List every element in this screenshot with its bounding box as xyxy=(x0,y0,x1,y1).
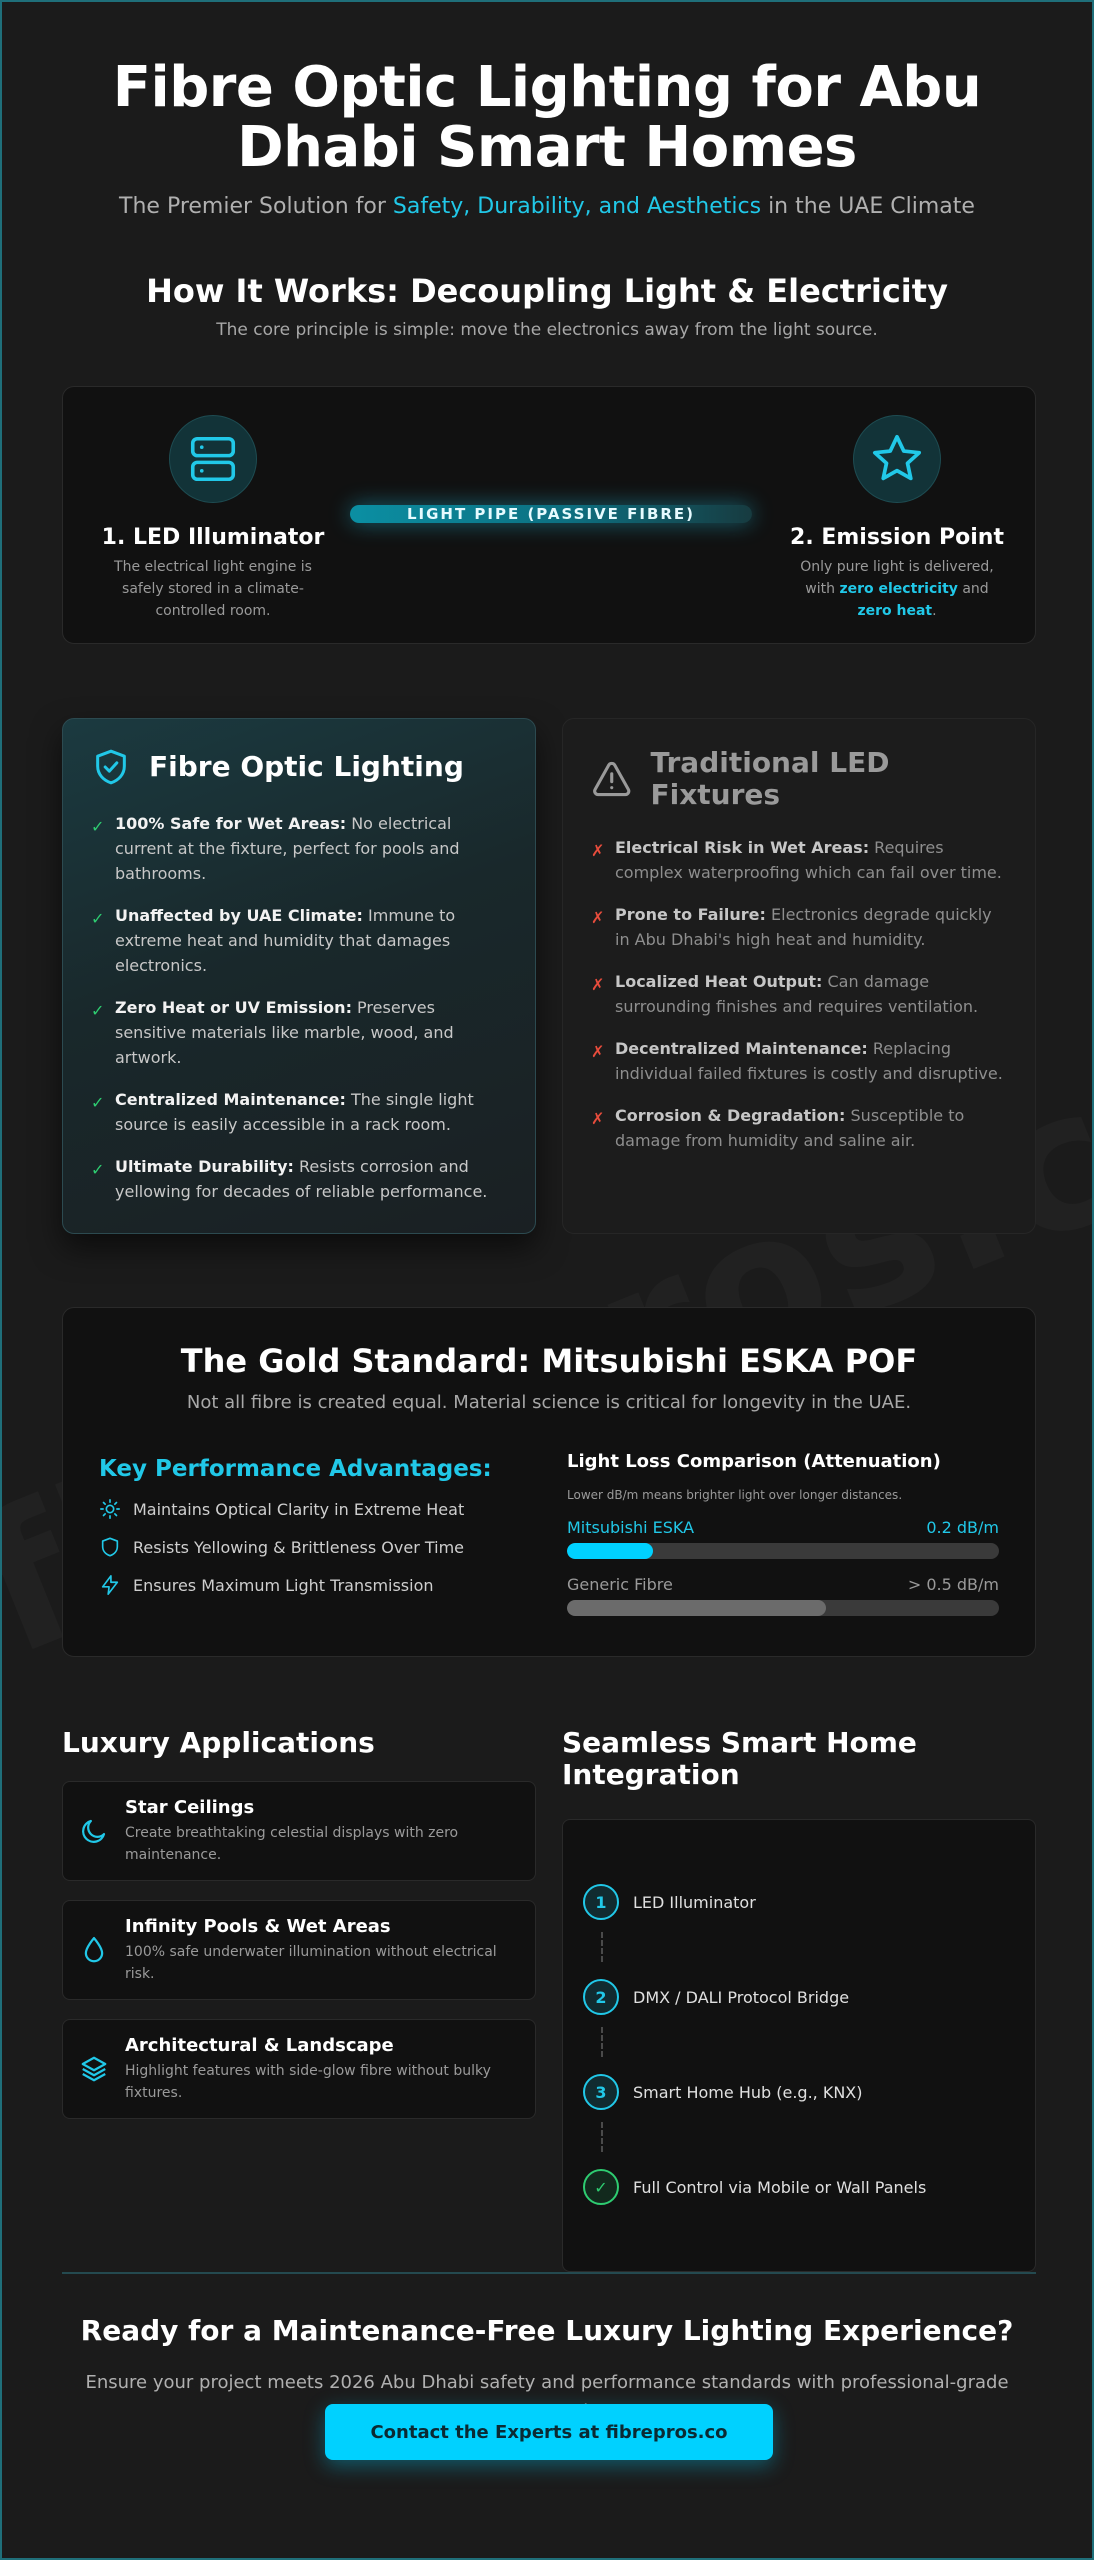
item-desc: Resists corrosion and yellowing for decades of reliable performance. xyxy=(115,1157,488,1201)
drawback-item xyxy=(591,902,1007,952)
app-desc: Highlight features with side-glow fibre without bulky fixtures. xyxy=(125,2062,491,2101)
led-card-header xyxy=(591,747,1007,811)
fibre-benefits-list xyxy=(91,811,507,1204)
led-card-title: Traditional LED Fixtures xyxy=(650,746,890,811)
step-label: DMX / DALI Protocol Bridge xyxy=(633,1987,850,2007)
page-header xyxy=(2,55,1092,219)
kpa-text: Resists Yellowing & Brittleness Over Time xyxy=(133,1537,465,1557)
item-desc: Electronics degrade quickly in Abu Dhabi's high heat and humidity. xyxy=(615,905,992,949)
drawback-item xyxy=(591,1036,1007,1086)
kpa-text: Ensures Maximum Light Transmission xyxy=(133,1575,434,1595)
step-1 xyxy=(583,1884,756,1920)
step-connector xyxy=(601,2122,603,2152)
bolt-icon xyxy=(99,1574,121,1596)
item-text xyxy=(615,1103,1007,1153)
step-connector xyxy=(601,2027,603,2057)
item-desc: The single light source is easily accessible in a rack room. xyxy=(115,1090,474,1134)
app-text xyxy=(125,1916,519,1985)
item-bold: Centralized Maintenance: xyxy=(115,1090,346,1109)
subtitle-highlight: Safety, Durability, and Aesthetics xyxy=(392,194,762,219)
check-icon: ✓ xyxy=(91,817,105,836)
light-loss-comparison xyxy=(567,1451,999,1616)
app-text xyxy=(125,1797,519,1866)
loss-title: Light Loss Comparison (Attenuation) xyxy=(567,1451,941,1472)
step-label: Smart Home Hub (e.g., KNX) xyxy=(633,2082,863,2102)
page-title: Fibre Optic Lighting for Abu Dhabi Smart Homes xyxy=(112,55,982,180)
bar-fill xyxy=(567,1600,826,1616)
item-desc: Can damage surrounding finishes and requires ventilation. xyxy=(615,972,979,1016)
benefit-item xyxy=(91,995,507,1070)
smart-title: Seamless Smart Home Integration xyxy=(562,1726,917,1791)
item-text xyxy=(115,1087,507,1137)
loss-note: Lower dB/m means brighter light over longer distances. xyxy=(567,1488,903,1502)
app-title: Star Ceilings xyxy=(125,1796,255,1818)
subtitle-text-end: in the UAE Climate xyxy=(761,194,975,219)
item-bold: Unaffected by UAE Climate: xyxy=(115,906,363,925)
item-text xyxy=(115,811,507,886)
benefit-item xyxy=(91,1154,507,1204)
fibre-card-title: Fibre Optic Lighting xyxy=(149,750,464,783)
emission-title: 2. Emission Point xyxy=(790,525,1004,550)
bar-value: > 0.5 dB/m xyxy=(907,1575,999,1594)
benefit-item xyxy=(91,811,507,886)
check-icon: ✓ xyxy=(91,1093,105,1112)
server-icon xyxy=(169,415,257,503)
item-desc: No electrical current at the fixture, perfect for pools and bathrooms. xyxy=(115,814,460,883)
check-icon: ✓ xyxy=(583,2169,619,2205)
smart-home-integration xyxy=(562,1726,1036,2197)
app-item-architectural xyxy=(62,2019,536,2119)
item-bold: Ultimate Durability: xyxy=(115,1157,294,1176)
kpa-item xyxy=(99,1498,539,1520)
fibre-card-header xyxy=(91,747,507,787)
cross-icon: ✗ xyxy=(591,841,605,860)
led-illuminator-node xyxy=(93,415,333,622)
item-text xyxy=(615,969,1007,1019)
item-bold: Electrical Risk in Wet Areas: xyxy=(615,838,870,857)
kpa-text: Maintains Optical Clarity in Extreme Heat xyxy=(133,1499,465,1519)
bar-name: Mitsubishi ESKA xyxy=(567,1518,695,1537)
kpa-item xyxy=(99,1574,539,1596)
integration-steps xyxy=(562,1819,1036,2272)
item-text xyxy=(115,903,507,978)
item-text xyxy=(615,902,1007,952)
step-number: 3 xyxy=(583,2074,619,2110)
item-text xyxy=(115,995,507,1070)
illuminator-desc: The electrical light engine is safely stored in a climate-controlled room. xyxy=(114,559,312,619)
step-complete xyxy=(583,2169,926,2205)
shield-check-icon xyxy=(91,747,131,787)
drawback-item xyxy=(591,969,1007,1019)
check-icon: ✓ xyxy=(91,1001,105,1020)
item-bold: Localized Heat Output: xyxy=(615,972,823,991)
led-drawbacks-list xyxy=(591,835,1007,1153)
droplet-icon xyxy=(79,1935,109,1965)
drawback-item xyxy=(591,835,1007,885)
step-number: 2 xyxy=(583,1979,619,2015)
gold-title: The Gold Standard: Mitsubishi ESKA POF xyxy=(180,1342,918,1380)
cross-icon: ✗ xyxy=(591,908,605,927)
app-item-infinity-pools xyxy=(62,1900,536,2000)
item-bold: Corrosion & Degradation: xyxy=(615,1106,846,1125)
sun-icon xyxy=(99,1498,121,1520)
app-item-star-ceilings xyxy=(62,1781,536,1881)
cta-text: Ensure your project meets 2026 Abu Dhabi safety and performance standards with professional-grade xyxy=(85,2372,1009,2393)
step-3 xyxy=(583,2074,862,2110)
check-icon: ✓ xyxy=(91,1160,105,1179)
bar-name: Generic Fibre xyxy=(567,1575,673,1594)
key-advantages xyxy=(99,1456,539,1596)
emission-desc-text: Only pure light is delivered, with xyxy=(800,559,994,597)
cross-icon: ✗ xyxy=(591,1109,605,1128)
traditional-led-card xyxy=(562,718,1036,1234)
step-2 xyxy=(583,1979,849,2015)
step-label: LED Illuminator xyxy=(633,1892,756,1912)
contact-experts-button[interactable]: Contact the Experts at fibrepros.co xyxy=(325,2404,773,2460)
check-icon: ✓ xyxy=(91,909,105,928)
item-bold: Decentralized Maintenance: xyxy=(615,1039,868,1058)
layers-icon xyxy=(79,2054,109,2084)
item-text xyxy=(115,1154,507,1204)
kpa-title: Key Performance Advantages: xyxy=(99,1456,492,1482)
illuminator-title: 1. LED Illuminator xyxy=(101,525,325,550)
page-subtitle xyxy=(2,194,1092,219)
emission-desc xyxy=(777,556,1017,622)
subtitle-text: The Premier Solution for xyxy=(119,194,393,219)
bar-track xyxy=(567,1543,999,1559)
emission-desc-end: . xyxy=(932,603,937,619)
item-desc: Susceptible to damage from humidity and saline air. xyxy=(615,1106,965,1150)
bar-value: 0.2 dB/m xyxy=(926,1518,999,1537)
app-title: Architectural & Landscape xyxy=(125,2034,394,2056)
how-it-works-heading xyxy=(2,272,1092,340)
fibre-optic-card xyxy=(62,718,536,1234)
app-text xyxy=(125,2035,519,2104)
apps-title: Luxury Applications xyxy=(62,1726,375,1759)
bar-label-row xyxy=(567,1518,999,1537)
bar-track xyxy=(567,1600,999,1616)
step-connector xyxy=(601,1932,603,1962)
warning-icon xyxy=(591,757,632,801)
item-bold: Zero Heat or UV Emission: xyxy=(115,998,352,1017)
app-title: Infinity Pools & Wet Areas xyxy=(125,1915,391,1937)
benefit-item xyxy=(91,1087,507,1137)
section-divider xyxy=(62,2272,1036,2274)
item-desc: Immune to extreme heat and humidity that damages electronics. xyxy=(115,906,456,975)
drawback-item xyxy=(591,1103,1007,1153)
item-text xyxy=(615,835,1007,885)
app-desc: 100% safe underwater illumination without electrical risk. xyxy=(125,1943,497,1982)
how-subtitle: The core principle is simple: move the electronics away from the light source. xyxy=(216,320,878,340)
emission-point-node xyxy=(777,415,1017,622)
app-desc: Create breathtaking celestial displays with zero maintenance. xyxy=(125,1824,459,1863)
how-it-works-diagram xyxy=(62,386,1036,644)
cta-title: Ready for a Maintenance-Free Luxury Lighting Experience? xyxy=(80,2314,1014,2347)
moon-icon xyxy=(79,1816,109,1846)
benefit-item xyxy=(91,903,507,978)
luxury-applications xyxy=(62,1727,536,2119)
bar-fill xyxy=(567,1543,653,1559)
gold-subtitle: Not all fibre is created equal. Material science is critical for longevity in the UAE. xyxy=(186,1392,912,1413)
bar-label-row xyxy=(567,1575,999,1594)
cross-icon: ✗ xyxy=(591,975,605,994)
step-number: 1 xyxy=(583,1884,619,1920)
item-bold: 100% Safe for Wet Areas: xyxy=(115,814,347,833)
step-label: Full Control via Mobile or Wall Panels xyxy=(633,2177,927,2197)
item-desc: Replacing individual failed fixtures is costly and disruptive. xyxy=(615,1039,1003,1083)
item-desc: Preserves sensitive materials like marble, wood, and artwork. xyxy=(115,998,454,1067)
star-icon xyxy=(853,415,941,503)
shield-icon xyxy=(99,1536,121,1558)
emission-desc-and: and xyxy=(957,581,989,597)
zero-heat: zero heat xyxy=(857,603,933,619)
kpa-item xyxy=(99,1536,539,1558)
gold-standard-panel xyxy=(62,1307,1036,1657)
item-bold: Prone to Failure: xyxy=(615,905,766,924)
how-title: How It Works: Decoupling Light & Electricity xyxy=(146,272,948,310)
item-desc: Requires complex waterproofing which can fail over time. xyxy=(615,838,1002,882)
cross-icon: ✗ xyxy=(591,1042,605,1061)
attenuation-bars xyxy=(567,1518,999,1616)
item-text xyxy=(615,1036,1007,1086)
zero-electricity: zero electricity xyxy=(839,581,958,597)
light-pipe: LIGHT PIPE (PASSIVE FIBRE) xyxy=(350,505,752,523)
